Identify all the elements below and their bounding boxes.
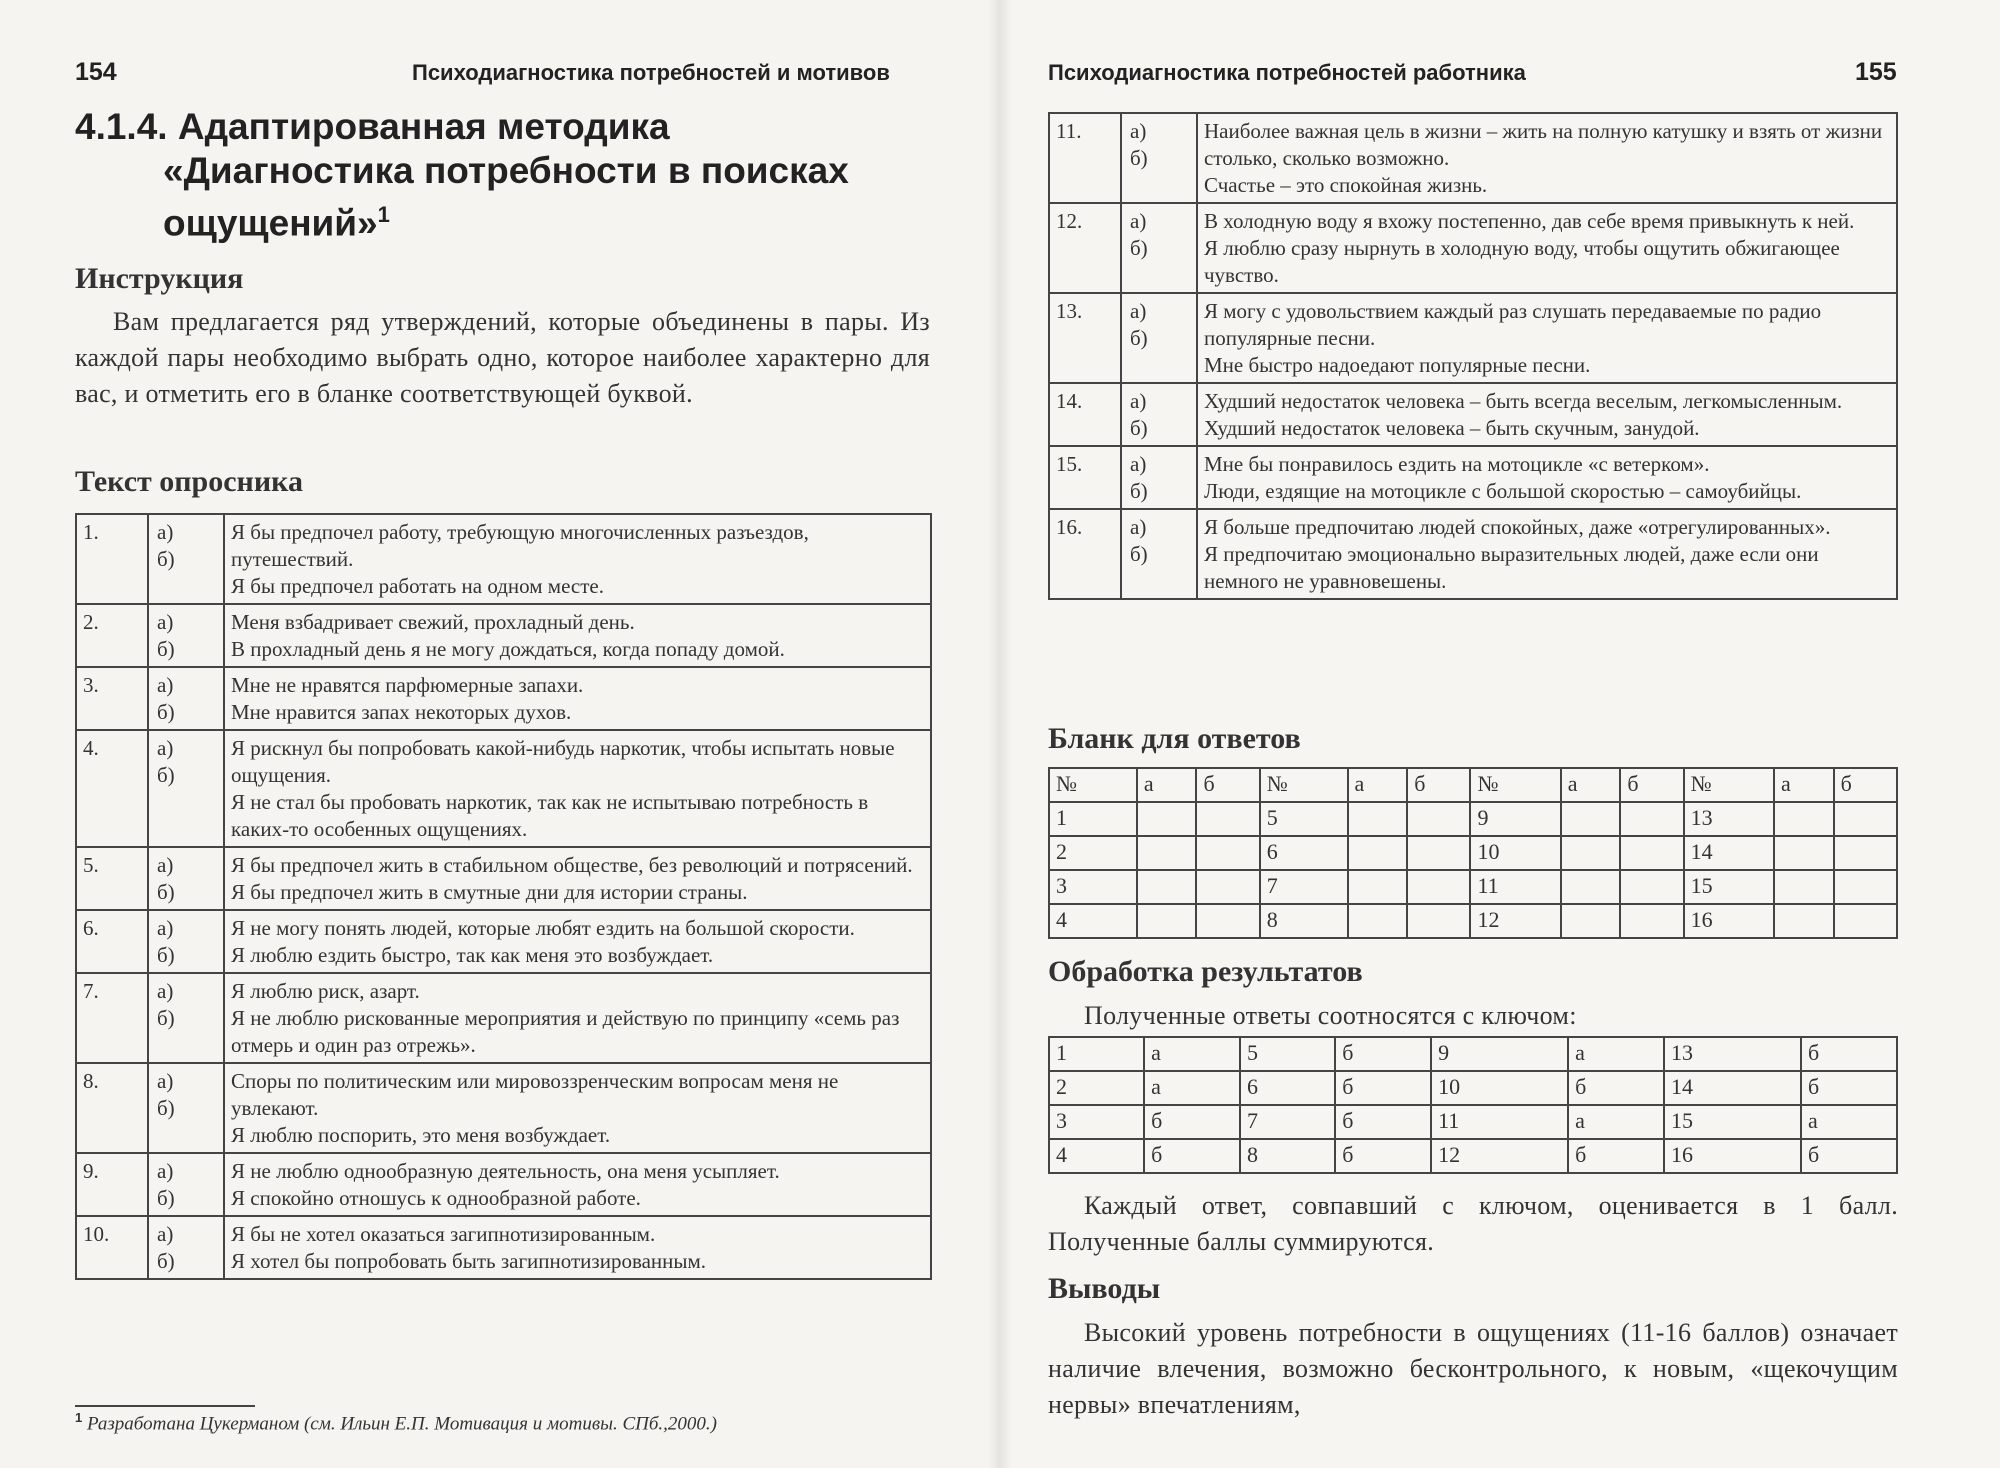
option-letter-b: б) — [157, 763, 175, 787]
question-number: 8. — [76, 1063, 148, 1153]
answer-blank-cell[interactable] — [1137, 904, 1197, 938]
option-b-text: Худший недостаток человека – быть скучным, занудой. — [1204, 416, 1700, 440]
answer-blank-cell[interactable] — [1774, 904, 1834, 938]
option-letter-a: а) — [1130, 299, 1147, 323]
option-texts — [224, 1216, 931, 1279]
question-row — [76, 1153, 931, 1216]
question-row — [76, 973, 931, 1063]
answer-item-number: 13 — [1684, 802, 1774, 836]
answer-form-header-row — [1049, 768, 1897, 802]
key-answer: а — [1568, 1037, 1664, 1071]
question-number: 12. — [1049, 203, 1121, 293]
option-texts — [1197, 203, 1897, 293]
answer-item-number: 12 — [1470, 904, 1560, 938]
key-item-number: 4 — [1049, 1139, 1144, 1173]
option-a-text: В холодную воду я вхожу постепенно, дав себе время привыкнуть к ней. — [1204, 209, 1855, 233]
option-letters — [1121, 446, 1197, 509]
answer-blank-cell[interactable] — [1561, 904, 1621, 938]
option-a-text: Я бы предпочел жить в стабильном обществе, без революций и потрясений. — [231, 853, 913, 877]
option-letter-b: б) — [157, 1249, 175, 1273]
key-item-number: 1 — [1049, 1037, 1144, 1071]
key-answer: б — [1335, 1105, 1431, 1139]
answer-blank-cell[interactable] — [1561, 870, 1621, 904]
answer-blank-cell[interactable] — [1348, 836, 1408, 870]
answer-form-row — [1049, 870, 1897, 904]
option-a-text: Я не люблю однообразную деятельность, она меня усыпляет. — [231, 1159, 780, 1183]
option-texts — [224, 1153, 931, 1216]
question-row — [1049, 203, 1897, 293]
key-answer: б — [1568, 1139, 1664, 1173]
questionnaire-table-part1 — [75, 513, 932, 1280]
option-b-text: Счастье – это спокойная жизнь. — [1204, 173, 1488, 197]
key-answer: а — [1144, 1071, 1240, 1105]
question-row — [1049, 383, 1897, 446]
answer-blank-cell[interactable] — [1407, 802, 1470, 836]
questionnaire-table-part2 — [1048, 112, 1898, 600]
option-letter-b: б) — [1130, 416, 1148, 440]
answer-blank-cell[interactable] — [1196, 870, 1259, 904]
option-b-text: Я люблю поспорить, это меня возбуждает. — [231, 1123, 611, 1147]
answer-item-number: 15 — [1684, 870, 1774, 904]
answer-blank-cell[interactable] — [1774, 870, 1834, 904]
option-b-text: Я бы предпочел работать на одном месте. — [231, 574, 604, 598]
option-letter-b: б) — [1130, 479, 1148, 503]
key-item-number: 15 — [1664, 1105, 1801, 1139]
key-item-number: 8 — [1240, 1139, 1335, 1173]
option-texts — [224, 910, 931, 973]
answer-form-header-cell: а — [1137, 768, 1197, 802]
option-letter-b: б) — [157, 1006, 175, 1030]
key-item-number: 3 — [1049, 1105, 1144, 1139]
answer-blank-cell[interactable] — [1407, 836, 1470, 870]
answer-form-table — [1048, 767, 1898, 939]
key-answer: б — [1335, 1139, 1431, 1173]
answer-blank-cell[interactable] — [1348, 904, 1408, 938]
question-row — [1049, 113, 1897, 203]
answer-form-header-cell: б — [1620, 768, 1683, 802]
option-letter-a: а) — [157, 520, 174, 544]
question-row — [76, 1216, 931, 1279]
answer-blank-cell[interactable] — [1407, 870, 1470, 904]
section-title-line3-text: ощущений» — [163, 202, 378, 244]
key-item-number: 13 — [1664, 1037, 1801, 1071]
option-letter-a: а) — [1130, 389, 1147, 413]
question-number: 16. — [1049, 509, 1121, 599]
option-letters — [1121, 203, 1197, 293]
option-b-text: Люди, ездящие на мотоцикле с большой скоростью – самоубийцы. — [1204, 479, 1802, 503]
option-letters — [148, 847, 224, 910]
answer-blank-cell[interactable] — [1620, 802, 1683, 836]
answer-blank-cell[interactable] — [1196, 802, 1259, 836]
answer-item-number: 9 — [1470, 802, 1560, 836]
key-row — [1049, 1071, 1897, 1105]
key-row — [1049, 1105, 1897, 1139]
option-texts — [224, 730, 931, 847]
option-a-text: Я могу с удовольствием каждый раз слушать передаваемые по радио популярные песни. — [1204, 299, 1822, 350]
answer-item-number: 6 — [1260, 836, 1348, 870]
option-letters — [1121, 383, 1197, 446]
option-letter-b: б) — [157, 637, 175, 661]
answer-form-header-cell: а — [1774, 768, 1834, 802]
option-a-text: Я больше предпочитаю людей спокойных, даже «отрегулированных». — [1204, 515, 1831, 539]
answer-item-number: 1 — [1049, 802, 1137, 836]
option-a-text: Споры по политическим или мировоззренческим вопросам меня не увлекают. — [231, 1069, 839, 1120]
option-letter-b: б) — [157, 1186, 175, 1210]
question-number: 14. — [1049, 383, 1121, 446]
question-number: 1. — [76, 514, 148, 604]
option-b-text: В прохладный день я не могу дождаться, когда попаду домой. — [231, 637, 785, 661]
key-row — [1049, 1139, 1897, 1173]
option-letters — [1121, 509, 1197, 599]
option-letter-a: а) — [157, 853, 174, 877]
key-answer: б — [1144, 1139, 1240, 1173]
processing-heading: Обработка результатов — [1048, 955, 1363, 988]
option-a-text: Я люблю риск, азарт. — [231, 979, 420, 1003]
key-item-number: 11 — [1431, 1105, 1568, 1139]
answer-blank-cell[interactable] — [1834, 870, 1897, 904]
option-b-text: Я не стал бы пробовать наркотик, так как не испытываю потребность в каких-то особенных ощущениях. — [231, 790, 869, 841]
option-a-text: Я рискнул бы попробовать какой-нибудь наркотик, чтобы испытать новые ощущения. — [231, 736, 895, 787]
answer-blank-cell[interactable] — [1834, 836, 1897, 870]
answer-blank-cell[interactable] — [1137, 802, 1197, 836]
answer-form-header-cell: № — [1470, 768, 1560, 802]
questionnaire-heading: Текст опросника — [75, 465, 303, 498]
option-letters — [148, 1216, 224, 1279]
question-row — [76, 910, 931, 973]
question-number: 10. — [76, 1216, 148, 1279]
answer-form-row — [1049, 904, 1897, 938]
option-a-text: Мне не нравятся парфюмерные запахи. — [231, 673, 584, 697]
answer-form-row — [1049, 802, 1897, 836]
option-b-text: Я люблю сразу нырнуть в холодную воду, чтобы ощутить обжигающее чувство. — [1204, 236, 1840, 287]
option-texts — [224, 973, 931, 1063]
answer-item-number: 2 — [1049, 836, 1137, 870]
option-letters — [148, 973, 224, 1063]
question-row — [1049, 446, 1897, 509]
answer-blank-cell[interactable] — [1561, 836, 1621, 870]
key-answer: б — [1335, 1071, 1431, 1105]
answer-blank-cell[interactable] — [1137, 870, 1197, 904]
answer-blank-cell[interactable] — [1196, 836, 1259, 870]
question-number: 13. — [1049, 293, 1121, 383]
key-answer: б — [1801, 1071, 1897, 1105]
option-b-text: Мне нравится запах некоторых духов. — [231, 700, 572, 724]
answer-blank-cell[interactable] — [1620, 904, 1683, 938]
section-title-line1: 4.1.4. Адаптированная методика — [75, 106, 670, 147]
option-letters — [1121, 293, 1197, 383]
key-row — [1049, 1037, 1897, 1071]
option-a-text: Худший недостаток человека – быть всегда веселым, легкомысленным. — [1204, 389, 1843, 413]
answer-form-header-cell: б — [1407, 768, 1470, 802]
key-item-number: 16 — [1664, 1139, 1801, 1173]
answer-blank-cell[interactable] — [1348, 870, 1408, 904]
key-item-number: 2 — [1049, 1071, 1144, 1105]
option-b-text: Я хотел бы попробовать быть загипнотизированным. — [231, 1249, 707, 1273]
question-number: 11. — [1049, 113, 1121, 203]
key-item-number: 12 — [1431, 1139, 1568, 1173]
question-number: 5. — [76, 847, 148, 910]
option-letters — [148, 910, 224, 973]
answer-form-header-cell: № — [1260, 768, 1348, 802]
key-answer: а — [1144, 1037, 1240, 1071]
option-texts — [1197, 113, 1897, 203]
question-row — [1049, 293, 1897, 383]
answer-form-header-cell: № — [1684, 768, 1774, 802]
option-a-text: Я бы предпочел работу, требующую многочисленных разъездов, путешествий. — [231, 520, 809, 571]
instruction-heading: Инструкция — [75, 262, 244, 295]
footnote-number: 1 — [75, 1410, 83, 1425]
key-table — [1048, 1036, 1898, 1174]
option-letters — [148, 604, 224, 667]
option-b-text: Я предпочитаю эмоционально выразительных людей, даже если они немного не уравновешены. — [1204, 542, 1819, 593]
option-b-text: Мне быстро надоедают популярные песни. — [1204, 353, 1591, 377]
option-letter-a: а) — [157, 1069, 174, 1093]
answer-item-number: 3 — [1049, 870, 1137, 904]
question-row — [76, 667, 931, 730]
option-a-text: Мне бы понравилось ездить на мотоцикле «с ветерком». — [1204, 452, 1710, 476]
answer-blank-cell[interactable] — [1620, 870, 1683, 904]
answer-blank-cell[interactable] — [1774, 836, 1834, 870]
option-letter-a: а) — [157, 979, 174, 1003]
answer-item-number: 8 — [1260, 904, 1348, 938]
footnote-marker: 1 — [377, 202, 390, 227]
key-item-number: 5 — [1240, 1037, 1335, 1071]
answer-blank-cell[interactable] — [1834, 802, 1897, 836]
answer-item-number: 14 — [1684, 836, 1774, 870]
answer-form-header-cell: б — [1834, 768, 1897, 802]
question-number: 2. — [76, 604, 148, 667]
answer-blank-cell[interactable] — [1620, 836, 1683, 870]
option-letter-b: б) — [1130, 146, 1148, 170]
key-answer: б — [1568, 1071, 1664, 1105]
option-texts — [224, 604, 931, 667]
conclusions-heading: Выводы — [1048, 1272, 1161, 1305]
answer-blank-cell[interactable] — [1348, 802, 1408, 836]
answer-form-header-cell: а — [1348, 768, 1408, 802]
key-answer: б — [1801, 1037, 1897, 1071]
question-number: 9. — [76, 1153, 148, 1216]
option-letter-a: а) — [1130, 452, 1147, 476]
option-letters — [148, 1063, 224, 1153]
footnote — [75, 1410, 717, 1435]
option-letter-a: а) — [157, 1159, 174, 1183]
answer-item-number: 4 — [1049, 904, 1137, 938]
answer-item-number: 16 — [1684, 904, 1774, 938]
key-answer: а — [1568, 1105, 1664, 1139]
answer-item-number: 11 — [1470, 870, 1560, 904]
option-letter-b: б) — [157, 547, 175, 571]
question-row — [76, 847, 931, 910]
answer-item-number: 5 — [1260, 802, 1348, 836]
option-letters — [148, 730, 224, 847]
option-a-text: Наиболее важная цель в жизни – жить на полную катушку и взять от жизни столько, сколько возможно. — [1204, 119, 1883, 170]
key-item-number: 6 — [1240, 1071, 1335, 1105]
key-item-number: 9 — [1431, 1037, 1568, 1071]
option-texts — [1197, 509, 1897, 599]
footnote-rule — [75, 1405, 255, 1407]
answer-form-row — [1049, 836, 1897, 870]
option-letter-b: б) — [1130, 236, 1148, 260]
question-row — [76, 604, 931, 667]
option-letter-a: а) — [1130, 209, 1147, 233]
processing-intro: Полученные ответы соотносятся с ключом: — [1084, 1001, 1577, 1030]
question-row — [1049, 509, 1897, 599]
answer-form-header-cell: б — [1196, 768, 1259, 802]
option-letter-a: а) — [157, 916, 174, 940]
option-letters — [148, 514, 224, 604]
key-item-number: 7 — [1240, 1105, 1335, 1139]
left-running-head: Психодиагностика потребностей и мотивов — [412, 60, 890, 85]
option-letter-b: б) — [157, 880, 175, 904]
right-running-head: Психодиагностика потребностей работника — [1048, 60, 1526, 85]
footnote-text: Разработана Цукерманом (см. Ильин Е.П. Мотивация и мотивы. СПб.,2000.) — [86, 1413, 717, 1435]
page-gutter — [988, 0, 1012, 1468]
option-b-text: Я люблю ездить быстро, так как меня это возбуждает. — [231, 943, 714, 967]
option-letters — [148, 667, 224, 730]
question-row — [76, 1063, 931, 1153]
section-title — [75, 105, 935, 245]
answer-blank-cell[interactable] — [1561, 802, 1621, 836]
option-b-text: Я не люблю рискованные мероприятия и действую по принципу «семь раз отмерь и один раз отрежь». — [231, 1006, 900, 1057]
answer-form-heading: Бланк для ответов — [1048, 722, 1301, 755]
option-letter-a: а) — [1130, 515, 1147, 539]
key-item-number: 10 — [1431, 1071, 1568, 1105]
option-a-text: Меня взбадривает свежий, прохладный день. — [231, 610, 635, 634]
option-letter-a: а) — [157, 1222, 174, 1246]
conclusions-text: Высокий уровень потребности в ощущениях (11-16 баллов) означает наличие влечения, возможно бесконтрольного, к новым, «щекочущим нервы» впечатлениям, — [1048, 1318, 1898, 1419]
option-b-text: Я спокойно отношусь к однообразной работе. — [231, 1186, 641, 1210]
option-letter-a: а) — [1130, 119, 1147, 143]
option-letter-b: б) — [1130, 326, 1148, 350]
option-letter-b: б) — [1130, 542, 1148, 566]
option-texts — [224, 667, 931, 730]
option-a-text: Я не могу понять людей, которые любят ездить на большой скорости. — [231, 916, 855, 940]
option-texts — [224, 514, 931, 604]
answer-item-number: 10 — [1470, 836, 1560, 870]
option-letter-a: а) — [157, 673, 174, 697]
option-letter-b: б) — [157, 943, 175, 967]
answer-blank-cell[interactable] — [1407, 904, 1470, 938]
left-page-number: 154 — [75, 58, 117, 86]
section-title-line3 — [75, 193, 935, 245]
key-item-number: 14 — [1664, 1071, 1801, 1105]
right-page-number: 155 — [1855, 58, 1897, 86]
question-row — [76, 514, 931, 604]
right-page — [1000, 0, 2000, 1468]
option-texts — [224, 847, 931, 910]
question-number: 15. — [1049, 446, 1121, 509]
key-answer: а — [1801, 1105, 1897, 1139]
question-row — [76, 730, 931, 847]
question-number: 4. — [76, 730, 148, 847]
answer-item-number: 7 — [1260, 870, 1348, 904]
answer-blank-cell[interactable] — [1774, 802, 1834, 836]
option-letter-a: а) — [157, 610, 174, 634]
answer-form-header-cell: № — [1049, 768, 1137, 802]
key-answer: б — [1144, 1105, 1240, 1139]
option-texts — [1197, 293, 1897, 383]
answer-blank-cell[interactable] — [1196, 904, 1259, 938]
option-letters — [148, 1153, 224, 1216]
option-texts — [1197, 446, 1897, 509]
option-texts — [224, 1063, 931, 1153]
question-number: 7. — [76, 973, 148, 1063]
section-title-line2: «Диагностика потребности в поисках — [163, 150, 849, 191]
answer-form-header-cell: а — [1561, 768, 1621, 802]
option-texts — [1197, 383, 1897, 446]
option-letters — [1121, 113, 1197, 203]
option-letter-a: а) — [157, 736, 174, 760]
question-number: 6. — [76, 910, 148, 973]
answer-blank-cell[interactable] — [1137, 836, 1197, 870]
answer-blank-cell[interactable] — [1834, 904, 1897, 938]
key-answer: б — [1801, 1139, 1897, 1173]
option-b-text: Я бы предпочел жить в смутные дни для истории страны. — [231, 880, 748, 904]
question-number: 3. — [76, 667, 148, 730]
instruction-text: Вам предлагается ряд утверждений, которые объединены в пары. Из каждой пары необходимо выбрать одно, которое наиболее характерно для вас, и отметить его в бланке соответствующей буквой. — [75, 307, 930, 408]
option-letter-b: б) — [157, 1096, 175, 1120]
scoring-text: Каждый ответ, совпавший с ключом, оценивается в 1 балл. Полученные баллы суммируются. — [1048, 1191, 1898, 1256]
key-answer: б — [1335, 1037, 1431, 1071]
option-letter-b: б) — [157, 700, 175, 724]
option-a-text: Я бы не хотел оказаться загипнотизированным. — [231, 1222, 656, 1246]
